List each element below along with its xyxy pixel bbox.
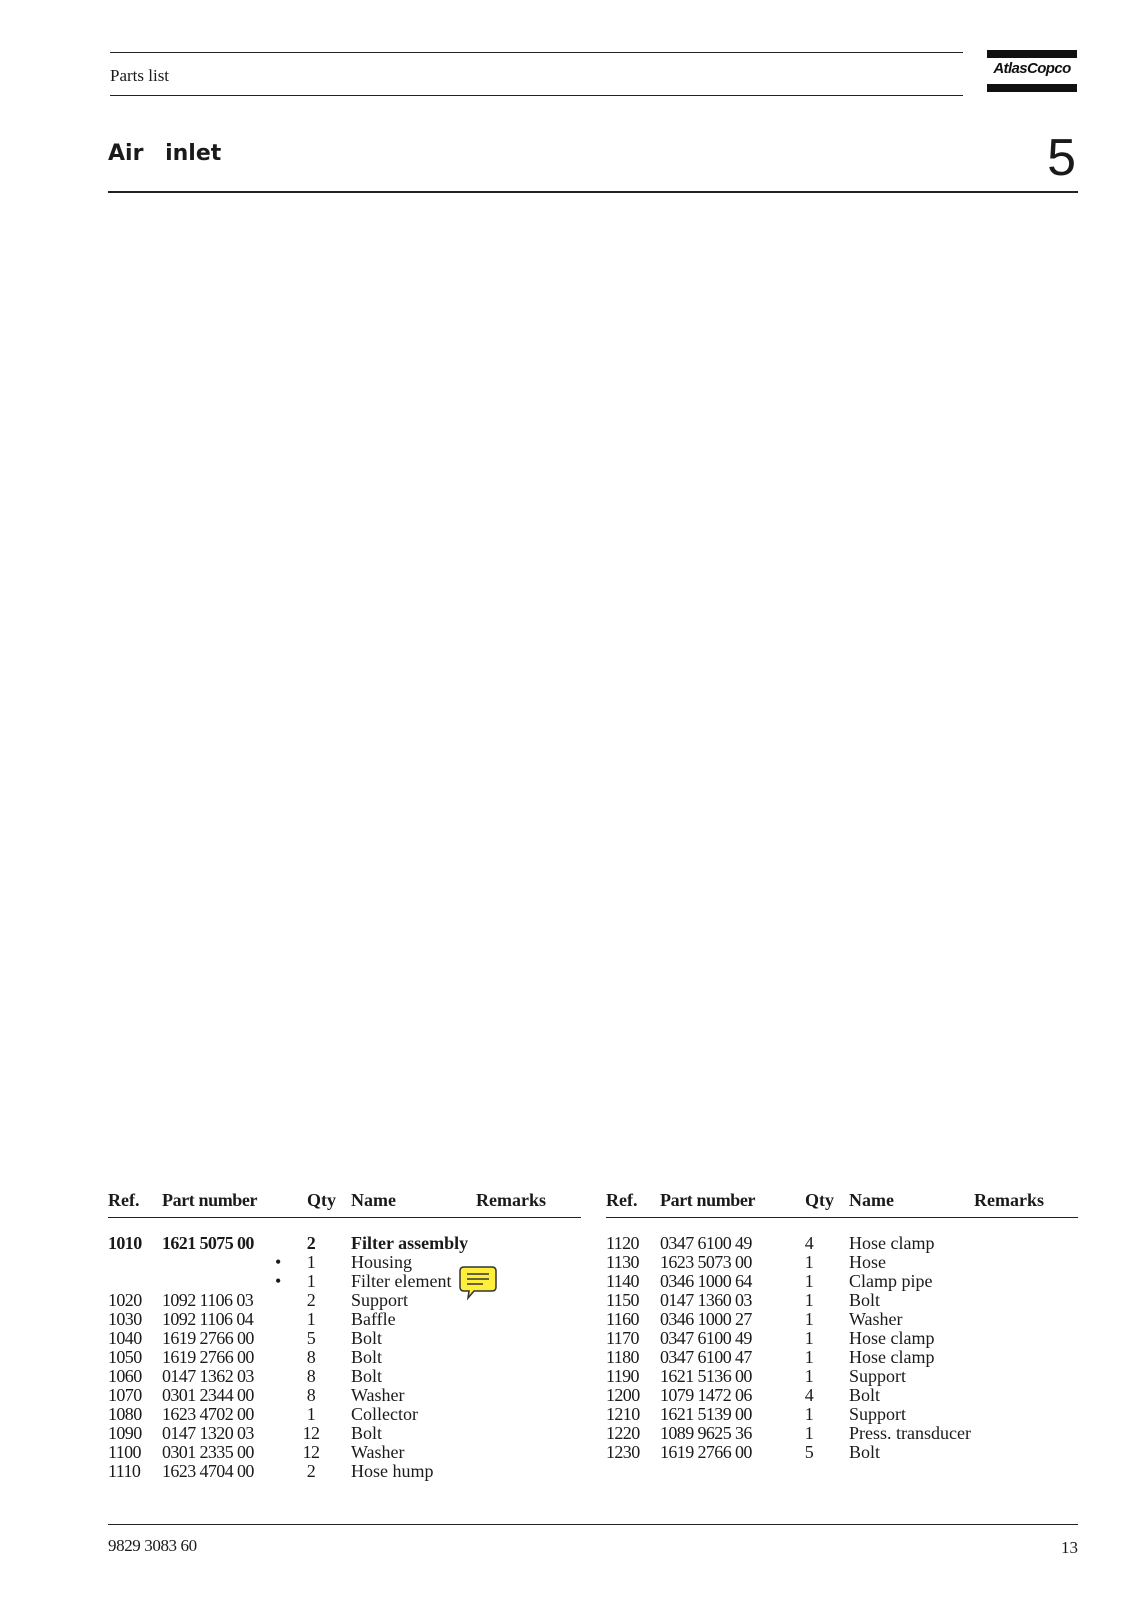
right-row-qty-cell: 1	[804, 1271, 814, 1291]
left-row-qty-cell: 8	[306, 1366, 316, 1386]
table-header-rule-left	[108, 1217, 581, 1218]
left-row-name-cell: Filter element	[351, 1271, 452, 1291]
right-row-part-number-cell: 0347 6100 49	[660, 1328, 752, 1348]
right-row-qty-cell: 5	[804, 1442, 814, 1462]
right-row-part-number-cell: 0346 1000 64	[660, 1271, 752, 1291]
right-row-part-number-cell: 0347 6100 49	[660, 1233, 752, 1253]
section-title: Air inlet	[108, 141, 222, 166]
left-row-qty-cell: 1	[306, 1271, 316, 1291]
left-row-qty-cell: 1	[306, 1404, 316, 1424]
right-row-part-number-cell: 0147 1360 03	[660, 1290, 752, 1310]
left-row-part-number-cell: 1619 2766 00	[162, 1347, 254, 1367]
logo-text: AtlasCopco	[993, 60, 1071, 77]
right-row-name-cell: Bolt	[849, 1385, 881, 1405]
left-row-qty-cell: 8	[306, 1347, 316, 1367]
left-row-qty-cell: 12	[302, 1423, 320, 1443]
right-row-qty-cell: 1	[804, 1290, 814, 1310]
right-row-qty-cell: 4	[804, 1385, 814, 1405]
right-row-ref-cell: 1170	[606, 1328, 639, 1348]
col-name-right: Name	[849, 1190, 894, 1210]
right-row-qty-cell: 1	[804, 1366, 814, 1386]
left-row-bullet: •	[275, 1271, 282, 1291]
left-row-qty-cell: 2	[306, 1233, 316, 1253]
right-row-name-cell: Hose clamp	[849, 1347, 935, 1367]
right-row-name-cell: Washer	[849, 1309, 903, 1329]
col-ref-left: Ref.	[108, 1190, 140, 1210]
left-row-part-number-cell: 1621 5075 00	[162, 1233, 254, 1253]
right-row-name-cell: Hose	[849, 1252, 886, 1272]
right-row-qty-cell: 1	[804, 1423, 814, 1443]
section-number: 5	[1047, 129, 1076, 187]
right-row-name-cell: Bolt	[849, 1290, 881, 1310]
right-row-part-number-cell: 1623 5073 00	[660, 1252, 752, 1272]
right-row-qty-cell: 1	[804, 1347, 814, 1367]
right-row-ref-cell: 1160	[606, 1309, 639, 1329]
right-row-ref-cell: 1180	[606, 1347, 639, 1367]
footer-rule	[108, 1524, 1078, 1525]
col-part-right: Part number	[660, 1190, 756, 1210]
right-row-ref-cell: 1190	[606, 1366, 639, 1386]
left-row-qty-cell: 2	[306, 1290, 316, 1310]
left-row-name-cell: Washer	[351, 1385, 405, 1405]
right-row-qty-cell: 1	[804, 1252, 814, 1272]
footer-doc-number: 9829 3083 60	[108, 1536, 197, 1555]
left-row-part-number-cell: 1619 2766 00	[162, 1328, 254, 1348]
left-row-qty-cell: 1	[306, 1309, 316, 1329]
left-row-qty-cell: 2	[306, 1461, 316, 1481]
right-row-name-cell: Bolt	[849, 1442, 881, 1462]
left-row-ref-cell: 1020	[108, 1290, 142, 1310]
right-row-qty-cell: 4	[804, 1233, 814, 1253]
right-row-name-cell: Press. transducer	[849, 1423, 971, 1443]
left-row-part-number-cell: 0301 2335 00	[162, 1442, 254, 1462]
left-row-qty-cell: 1	[306, 1252, 316, 1272]
right-row-qty-cell: 1	[804, 1309, 814, 1329]
left-row-part-number-cell: 0301 2344 00	[162, 1385, 254, 1405]
left-row-name-cell: Support	[351, 1290, 409, 1310]
right-row-qty-cell: 1	[804, 1404, 814, 1424]
left-row-ref-cell: 1050	[108, 1347, 142, 1367]
left-row-name-cell: Filter assembly	[351, 1233, 469, 1253]
left-row-ref-cell: 1110	[108, 1461, 141, 1481]
header-bottom-rule	[110, 95, 963, 96]
note-bubble	[460, 1267, 496, 1298]
right-row-part-number-cell: 1621 5139 00	[660, 1404, 752, 1424]
right-row-qty-cell: 1	[804, 1328, 814, 1348]
header-label: Parts list	[110, 66, 170, 85]
right-row-name-cell: Hose clamp	[849, 1328, 935, 1348]
right-row-ref-cell: 1210	[606, 1404, 640, 1424]
section-rule	[108, 191, 1078, 193]
right-row-ref-cell: 1230	[606, 1442, 640, 1462]
right-row-ref-cell: 1150	[606, 1290, 639, 1310]
right-row-part-number-cell: 0346 1000 27	[660, 1309, 752, 1329]
right-row-name-cell: Support	[849, 1366, 907, 1386]
header-top-rule	[110, 52, 963, 53]
left-row-ref-cell: 1040	[108, 1328, 142, 1348]
left-row-name-cell: Bolt	[351, 1328, 383, 1348]
left-row-part-number-cell: 0147 1362 03	[162, 1366, 254, 1386]
right-row-name-cell: Support	[849, 1404, 907, 1424]
left-row-name-cell: Collector	[351, 1404, 418, 1424]
left-row-name-cell: Washer	[351, 1442, 405, 1462]
left-row-name-cell: Bolt	[351, 1423, 383, 1443]
left-row-part-number-cell: 1092 1106 03	[162, 1290, 254, 1310]
col-ref-right: Ref.	[606, 1190, 638, 1210]
right-row-ref-cell: 1120	[606, 1233, 639, 1253]
left-row-bullet: •	[275, 1252, 282, 1272]
left-row-ref-cell: 1080	[108, 1404, 142, 1424]
logo-bottom-bar	[987, 84, 1077, 92]
col-name-left: Name	[351, 1190, 396, 1210]
table-header-rule-right	[606, 1217, 1078, 1218]
left-row-qty-cell: 5	[306, 1328, 316, 1348]
right-row-name-cell: Clamp pipe	[849, 1271, 933, 1291]
left-row-name-cell: Bolt	[351, 1347, 383, 1367]
left-row-qty-cell: 8	[306, 1385, 316, 1405]
col-qty-right: Qty	[805, 1190, 834, 1210]
footer-page-number: 13	[1061, 1538, 1078, 1557]
left-row-part-number-cell: 0147 1320 03	[162, 1423, 254, 1443]
left-row-ref-cell: 1100	[108, 1442, 141, 1462]
right-row-part-number-cell: 1619 2766 00	[660, 1442, 752, 1462]
left-row-ref-cell: 1030	[108, 1309, 142, 1329]
left-row-ref-cell: 1010	[108, 1233, 142, 1253]
right-row-part-number-cell: 1079 1472 06	[660, 1385, 752, 1405]
right-row-ref-cell: 1200	[606, 1385, 640, 1405]
right-row-part-number-cell: 1621 5136 00	[660, 1366, 752, 1386]
left-row-qty-cell: 12	[302, 1442, 320, 1462]
atlas-copco-logo	[987, 50, 1077, 93]
left-row-part-number-cell: 1623 4704 00	[162, 1461, 254, 1481]
left-row-name-cell: Housing	[351, 1252, 413, 1272]
left-row-name-cell: Bolt	[351, 1366, 383, 1386]
right-row-part-number-cell: 0347 6100 47	[660, 1347, 752, 1367]
col-qty-left: Qty	[307, 1190, 336, 1210]
left-row-part-number-cell: 1092 1106 04	[162, 1309, 254, 1329]
left-row-ref-cell: 1060	[108, 1366, 142, 1386]
col-remarks-right: Remarks	[974, 1190, 1044, 1210]
right-row-ref-cell: 1140	[606, 1271, 639, 1291]
right-row-ref-cell: 1220	[606, 1423, 640, 1443]
col-remarks-left: Remarks	[476, 1190, 546, 1210]
right-row-name-cell: Hose clamp	[849, 1233, 935, 1253]
note-comment-icon[interactable]	[458, 1265, 498, 1301]
right-row-ref-cell: 1130	[606, 1252, 639, 1272]
left-row-ref-cell: 1090	[108, 1423, 142, 1443]
left-row-name-cell: Baffle	[351, 1309, 396, 1329]
logo-top-bar	[987, 50, 1077, 58]
left-row-name-cell: Hose hump	[351, 1461, 434, 1481]
left-row-ref-cell: 1070	[108, 1385, 142, 1405]
right-row-part-number-cell: 1089 9625 36	[660, 1423, 752, 1443]
col-part-left: Part number	[162, 1190, 258, 1210]
left-row-part-number-cell: 1623 4702 00	[162, 1404, 254, 1424]
